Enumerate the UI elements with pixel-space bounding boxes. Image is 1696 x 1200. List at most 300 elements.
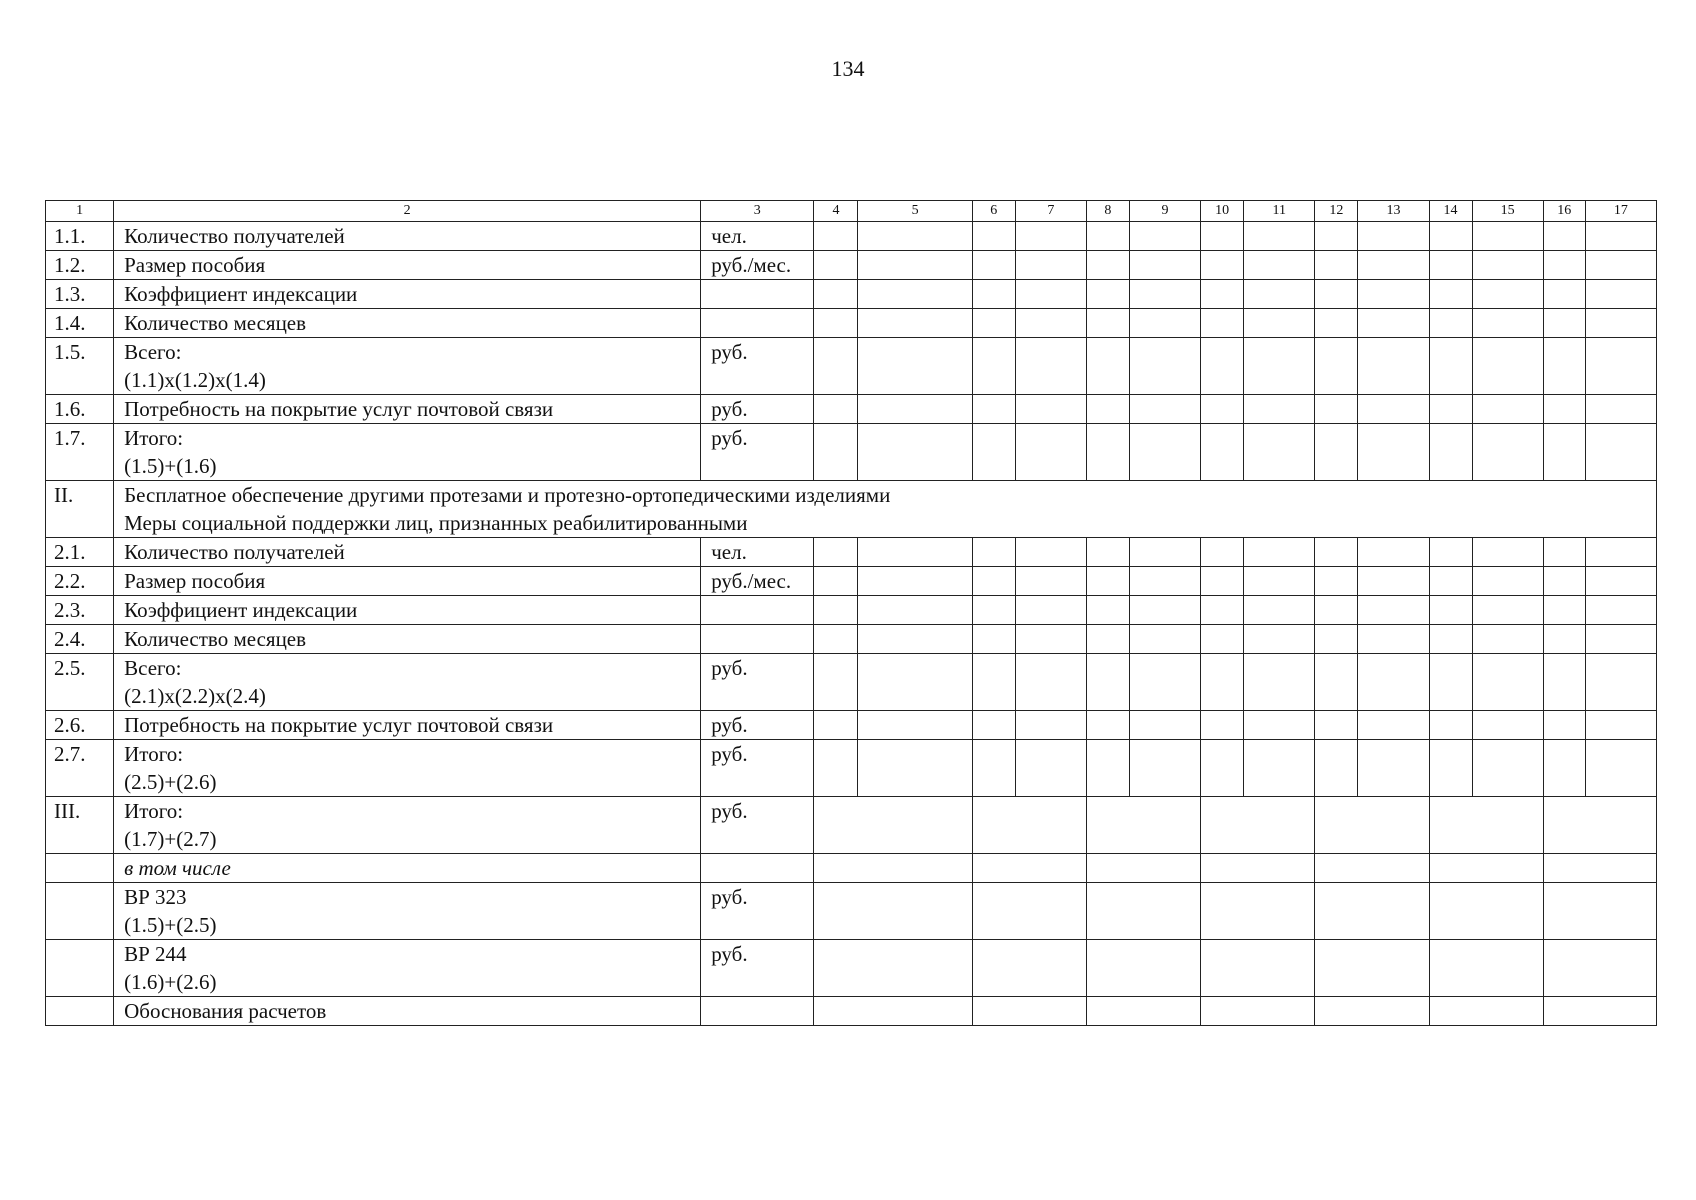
value-cell xyxy=(1315,654,1358,711)
cell-text-line: Количество получателей xyxy=(124,224,345,248)
cell-text-line: Количество месяцев xyxy=(124,627,307,651)
row-label-cell xyxy=(114,251,701,280)
value-cell xyxy=(972,338,1015,395)
unit-cell: руб. xyxy=(701,940,814,997)
cell-text-line: (1.5)+(2.5) xyxy=(124,913,217,937)
value-cell xyxy=(1543,222,1585,251)
cell-text-line: в том числе xyxy=(124,856,231,880)
value-cell xyxy=(1129,395,1200,424)
value-cell xyxy=(1244,654,1315,711)
column-number-cell: 14 xyxy=(1429,201,1472,222)
value-cell xyxy=(1543,280,1585,309)
cell-text-line: ВР 323 xyxy=(124,885,187,909)
value-cell xyxy=(858,222,972,251)
value-cell xyxy=(1585,251,1656,280)
value-cell xyxy=(1015,538,1086,567)
value-cell xyxy=(1429,997,1543,1026)
value-cell xyxy=(1358,567,1429,596)
value-cell xyxy=(1543,740,1585,797)
value-cell xyxy=(1015,251,1086,280)
value-cell xyxy=(1585,338,1656,395)
unit-cell xyxy=(701,997,814,1026)
value-cell xyxy=(1315,625,1358,654)
cell-text-line: Размер пособия xyxy=(124,253,266,277)
value-cell xyxy=(858,395,972,424)
table-row xyxy=(46,424,1657,481)
value-cell xyxy=(972,997,1086,1026)
value-cell xyxy=(1201,883,1315,940)
value-cell xyxy=(1086,251,1129,280)
value-cell xyxy=(814,280,858,309)
column-number-cell: 1 xyxy=(46,201,114,222)
value-cell xyxy=(1585,538,1656,567)
cell-text-line: Итого: xyxy=(124,742,184,766)
value-cell xyxy=(1201,424,1244,481)
column-number-cell: 7 xyxy=(1015,201,1086,222)
value-cell xyxy=(972,797,1086,854)
value-cell xyxy=(814,567,858,596)
value-cell xyxy=(814,883,972,940)
cell-text-line: Обоснования расчетов xyxy=(124,999,327,1023)
value-cell xyxy=(1086,797,1200,854)
value-cell xyxy=(1086,567,1129,596)
table-row xyxy=(46,740,1657,797)
value-cell xyxy=(1201,854,1315,883)
value-cell xyxy=(1358,654,1429,711)
table-row xyxy=(46,538,1657,567)
value-cell xyxy=(814,740,858,797)
value-cell xyxy=(1086,940,1200,997)
column-number-cell: 10 xyxy=(1201,201,1244,222)
value-cell xyxy=(1086,338,1129,395)
unit-cell: руб. xyxy=(701,654,814,711)
value-cell xyxy=(1201,567,1244,596)
value-cell xyxy=(972,625,1015,654)
unit-cell: руб./мес. xyxy=(701,251,814,280)
value-cell xyxy=(1429,740,1472,797)
value-cell xyxy=(858,711,972,740)
value-cell xyxy=(1129,654,1200,711)
value-cell xyxy=(1201,997,1315,1026)
value-cell xyxy=(814,654,858,711)
row-label-cell xyxy=(114,280,701,309)
row-label-cell xyxy=(114,567,701,596)
cell-text-line: Потребность на покрытие услуг почтовой связи xyxy=(124,397,554,421)
cell-text-line: (2.5)+(2.6) xyxy=(124,770,217,794)
row-number-cell: 1.4. xyxy=(46,309,114,338)
value-cell xyxy=(814,797,972,854)
value-cell xyxy=(1472,654,1543,711)
calculation-table xyxy=(45,200,1657,1026)
table-row xyxy=(46,567,1657,596)
value-cell xyxy=(858,740,972,797)
value-cell xyxy=(1015,567,1086,596)
value-cell xyxy=(1429,883,1543,940)
value-cell xyxy=(1201,711,1244,740)
value-cell xyxy=(1015,222,1086,251)
value-cell xyxy=(858,567,972,596)
row-number-cell xyxy=(46,854,114,883)
value-cell xyxy=(1015,625,1086,654)
value-cell xyxy=(1129,309,1200,338)
value-cell xyxy=(858,251,972,280)
row-number-cell: II. xyxy=(46,481,114,538)
value-cell xyxy=(1358,280,1429,309)
column-number-cell: 9 xyxy=(1129,201,1200,222)
value-cell xyxy=(858,424,972,481)
value-cell xyxy=(1315,740,1358,797)
value-cell xyxy=(814,309,858,338)
value-cell xyxy=(1358,395,1429,424)
value-cell xyxy=(1015,711,1086,740)
unit-cell: руб./мес. xyxy=(701,567,814,596)
value-cell xyxy=(1086,711,1129,740)
unit-cell: руб. xyxy=(701,424,814,481)
value-cell xyxy=(1015,395,1086,424)
value-cell xyxy=(1472,740,1543,797)
value-cell xyxy=(1429,625,1472,654)
value-cell xyxy=(1585,711,1656,740)
value-cell xyxy=(972,596,1015,625)
value-cell xyxy=(1358,740,1429,797)
column-number-cell: 6 xyxy=(972,201,1015,222)
value-cell xyxy=(1429,424,1472,481)
value-cell xyxy=(1472,309,1543,338)
cell-text-line: (1.5)+(1.6) xyxy=(124,454,217,478)
column-number-cell: 15 xyxy=(1472,201,1543,222)
row-label-cell xyxy=(114,940,701,997)
value-cell xyxy=(1472,596,1543,625)
cell-text-line: Количество месяцев xyxy=(124,311,307,335)
column-number-cell: 11 xyxy=(1244,201,1315,222)
value-cell xyxy=(1129,625,1200,654)
value-cell xyxy=(1315,797,1429,854)
row-number-cell: 1.3. xyxy=(46,280,114,309)
row-label-cell xyxy=(114,797,701,854)
value-cell xyxy=(1358,222,1429,251)
value-cell xyxy=(1201,625,1244,654)
column-number-cell: 17 xyxy=(1585,201,1656,222)
table-row xyxy=(46,711,1657,740)
cell-text-line: Итого: xyxy=(124,426,184,450)
row-number-cell: 2.4. xyxy=(46,625,114,654)
value-cell xyxy=(1472,222,1543,251)
value-cell xyxy=(1129,280,1200,309)
cell-text-line: Всего: xyxy=(124,340,182,364)
row-label-cell xyxy=(114,424,701,481)
value-cell xyxy=(1086,654,1129,711)
cell-text-line: ВР 244 xyxy=(124,942,187,966)
value-cell xyxy=(1315,883,1429,940)
value-cell xyxy=(1543,654,1585,711)
value-cell xyxy=(1315,711,1358,740)
value-cell xyxy=(1585,567,1656,596)
unit-cell: руб. xyxy=(701,740,814,797)
column-number-row xyxy=(46,201,1657,222)
value-cell xyxy=(1315,395,1358,424)
value-cell xyxy=(1244,309,1315,338)
value-cell xyxy=(1129,538,1200,567)
column-number-cell: 13 xyxy=(1358,201,1429,222)
value-cell xyxy=(972,309,1015,338)
value-cell xyxy=(1585,222,1656,251)
row-number-cell: 1.7. xyxy=(46,424,114,481)
value-cell xyxy=(1129,424,1200,481)
column-number-cell: 4 xyxy=(814,201,858,222)
value-cell xyxy=(1201,395,1244,424)
value-cell xyxy=(1315,854,1429,883)
table-row xyxy=(46,309,1657,338)
table-row xyxy=(46,338,1657,395)
value-cell xyxy=(972,538,1015,567)
value-cell xyxy=(1201,740,1244,797)
value-cell xyxy=(1244,338,1315,395)
value-cell xyxy=(1315,538,1358,567)
column-number-cell: 2 xyxy=(114,201,701,222)
value-cell xyxy=(972,280,1015,309)
table-row xyxy=(46,940,1657,997)
value-cell xyxy=(1244,222,1315,251)
value-cell xyxy=(1358,424,1429,481)
table-row xyxy=(46,997,1657,1026)
row-number-cell xyxy=(46,940,114,997)
row-label-cell xyxy=(114,740,701,797)
row-number-cell xyxy=(46,883,114,940)
value-cell xyxy=(1201,596,1244,625)
value-cell xyxy=(1015,740,1086,797)
value-cell xyxy=(1129,251,1200,280)
value-cell xyxy=(972,395,1015,424)
cell-text-line: Количество получателей xyxy=(124,540,345,564)
value-cell xyxy=(1315,596,1358,625)
value-cell xyxy=(1543,625,1585,654)
value-cell xyxy=(1585,740,1656,797)
row-label-cell xyxy=(114,854,701,883)
value-cell xyxy=(1201,251,1244,280)
value-cell xyxy=(1429,596,1472,625)
value-cell xyxy=(1358,596,1429,625)
row-number-cell: 1.2. xyxy=(46,251,114,280)
value-cell xyxy=(1543,395,1585,424)
value-cell xyxy=(972,854,1086,883)
value-cell xyxy=(1315,222,1358,251)
cell-text-line: Коэффициент индексации xyxy=(124,282,358,306)
row-number-cell: 2.2. xyxy=(46,567,114,596)
value-cell xyxy=(1086,740,1129,797)
cell-text-line: Меры социальной поддержки лиц, признанных реабилитированными xyxy=(124,511,748,535)
value-cell xyxy=(1244,280,1315,309)
value-cell xyxy=(972,424,1015,481)
value-cell xyxy=(1201,280,1244,309)
value-cell xyxy=(1129,338,1200,395)
value-cell xyxy=(858,625,972,654)
unit-cell xyxy=(701,309,814,338)
value-cell xyxy=(1429,395,1472,424)
value-cell xyxy=(1201,222,1244,251)
page-number: 134 xyxy=(831,56,865,81)
value-cell xyxy=(858,538,972,567)
value-cell xyxy=(1201,797,1315,854)
value-cell xyxy=(1543,854,1656,883)
column-number-cell: 3 xyxy=(701,201,814,222)
value-cell xyxy=(1244,740,1315,797)
value-cell xyxy=(1201,940,1315,997)
value-cell xyxy=(814,251,858,280)
cell-text-line: (1.1)x(1.2)x(1.4) xyxy=(124,368,266,392)
value-cell xyxy=(1315,338,1358,395)
value-cell xyxy=(858,309,972,338)
row-label-cell xyxy=(114,222,701,251)
unit-cell xyxy=(701,596,814,625)
value-cell xyxy=(814,940,972,997)
row-number-cell: 1.1. xyxy=(46,222,114,251)
value-cell xyxy=(972,654,1015,711)
value-cell xyxy=(1315,940,1429,997)
value-cell xyxy=(1543,567,1585,596)
value-cell xyxy=(972,251,1015,280)
value-cell xyxy=(858,338,972,395)
table-row xyxy=(46,854,1657,883)
value-cell xyxy=(1585,654,1656,711)
value-cell xyxy=(1015,280,1086,309)
row-label-cell xyxy=(114,654,701,711)
table-row xyxy=(46,625,1657,654)
value-cell xyxy=(814,424,858,481)
cell-text-line: Размер пособия xyxy=(124,569,266,593)
value-cell xyxy=(1543,940,1656,997)
value-cell xyxy=(1129,596,1200,625)
value-cell xyxy=(1429,309,1472,338)
row-number-cell xyxy=(46,997,114,1026)
value-cell xyxy=(1429,797,1543,854)
column-number-cell: 8 xyxy=(1086,201,1129,222)
unit-cell: руб. xyxy=(701,395,814,424)
unit-cell: руб. xyxy=(701,797,814,854)
cell-text-line: (1.7)+(2.7) xyxy=(124,827,217,851)
value-cell xyxy=(1201,338,1244,395)
value-cell xyxy=(1543,338,1585,395)
cell-text-line: (2.1)x(2.2)x(2.4) xyxy=(124,684,266,708)
value-cell xyxy=(972,883,1086,940)
column-number-cell: 12 xyxy=(1315,201,1358,222)
value-cell xyxy=(1585,596,1656,625)
value-cell xyxy=(1429,654,1472,711)
value-cell xyxy=(1201,538,1244,567)
value-cell xyxy=(1358,711,1429,740)
value-cell xyxy=(972,567,1015,596)
value-cell xyxy=(1086,309,1129,338)
row-label-cell xyxy=(114,997,701,1026)
value-cell xyxy=(1543,711,1585,740)
section-header-row xyxy=(46,481,1657,538)
value-cell xyxy=(1129,740,1200,797)
value-cell xyxy=(1472,711,1543,740)
value-cell xyxy=(972,740,1015,797)
value-cell xyxy=(858,596,972,625)
value-cell xyxy=(1585,395,1656,424)
value-cell xyxy=(1086,997,1200,1026)
value-cell xyxy=(814,997,972,1026)
unit-cell: руб. xyxy=(701,338,814,395)
value-cell xyxy=(1315,424,1358,481)
value-cell xyxy=(1086,538,1129,567)
column-number-cell: 16 xyxy=(1543,201,1585,222)
value-cell xyxy=(814,711,858,740)
value-cell xyxy=(1472,625,1543,654)
row-number-cell: 2.1. xyxy=(46,538,114,567)
row-number-cell: 2.6. xyxy=(46,711,114,740)
value-cell xyxy=(1201,654,1244,711)
value-cell xyxy=(1086,395,1129,424)
value-cell xyxy=(814,222,858,251)
value-cell xyxy=(1015,338,1086,395)
row-label-cell xyxy=(114,309,701,338)
table-row xyxy=(46,654,1657,711)
value-cell xyxy=(1315,251,1358,280)
table-row xyxy=(46,883,1657,940)
value-cell xyxy=(1472,424,1543,481)
cell-text-line: Потребность на покрытие услуг почтовой связи xyxy=(124,713,554,737)
unit-cell xyxy=(701,854,814,883)
unit-cell: чел. xyxy=(701,538,814,567)
value-cell xyxy=(1244,251,1315,280)
table-row xyxy=(46,222,1657,251)
value-cell xyxy=(1244,424,1315,481)
cell-text-line: Бесплатное обеспечение другими протезами и протезно-ортопедическими изделиями xyxy=(124,483,891,507)
value-cell xyxy=(1201,309,1244,338)
value-cell xyxy=(1429,280,1472,309)
value-cell xyxy=(1543,596,1585,625)
cell-text-line: Всего: xyxy=(124,656,182,680)
unit-cell: чел. xyxy=(701,222,814,251)
value-cell xyxy=(1315,309,1358,338)
value-cell xyxy=(1585,280,1656,309)
row-number-cell: 1.6. xyxy=(46,395,114,424)
value-cell xyxy=(1015,424,1086,481)
value-cell xyxy=(1543,251,1585,280)
cell-text-line: Коэффициент индексации xyxy=(124,598,358,622)
value-cell xyxy=(814,538,858,567)
value-cell xyxy=(814,625,858,654)
cell-text-line: Итого: xyxy=(124,799,184,823)
value-cell xyxy=(1086,625,1129,654)
value-cell xyxy=(1429,251,1472,280)
value-cell xyxy=(1472,567,1543,596)
row-number-cell: 2.5. xyxy=(46,654,114,711)
value-cell xyxy=(814,395,858,424)
value-cell xyxy=(1429,854,1543,883)
row-label-cell xyxy=(114,338,701,395)
value-cell xyxy=(1129,222,1200,251)
value-cell xyxy=(1015,309,1086,338)
value-cell xyxy=(1543,309,1585,338)
value-cell xyxy=(1585,424,1656,481)
table-row xyxy=(46,395,1657,424)
value-cell xyxy=(1543,797,1656,854)
value-cell xyxy=(1543,424,1585,481)
unit-cell: руб. xyxy=(701,883,814,940)
row-label-cell xyxy=(114,883,701,940)
value-cell xyxy=(1358,251,1429,280)
value-cell xyxy=(972,222,1015,251)
cell-text-line: (1.6)+(2.6) xyxy=(124,970,217,994)
table-row xyxy=(46,797,1657,854)
value-cell xyxy=(972,940,1086,997)
value-cell xyxy=(1358,625,1429,654)
unit-cell: руб. xyxy=(701,711,814,740)
value-cell xyxy=(1315,567,1358,596)
value-cell xyxy=(1015,654,1086,711)
